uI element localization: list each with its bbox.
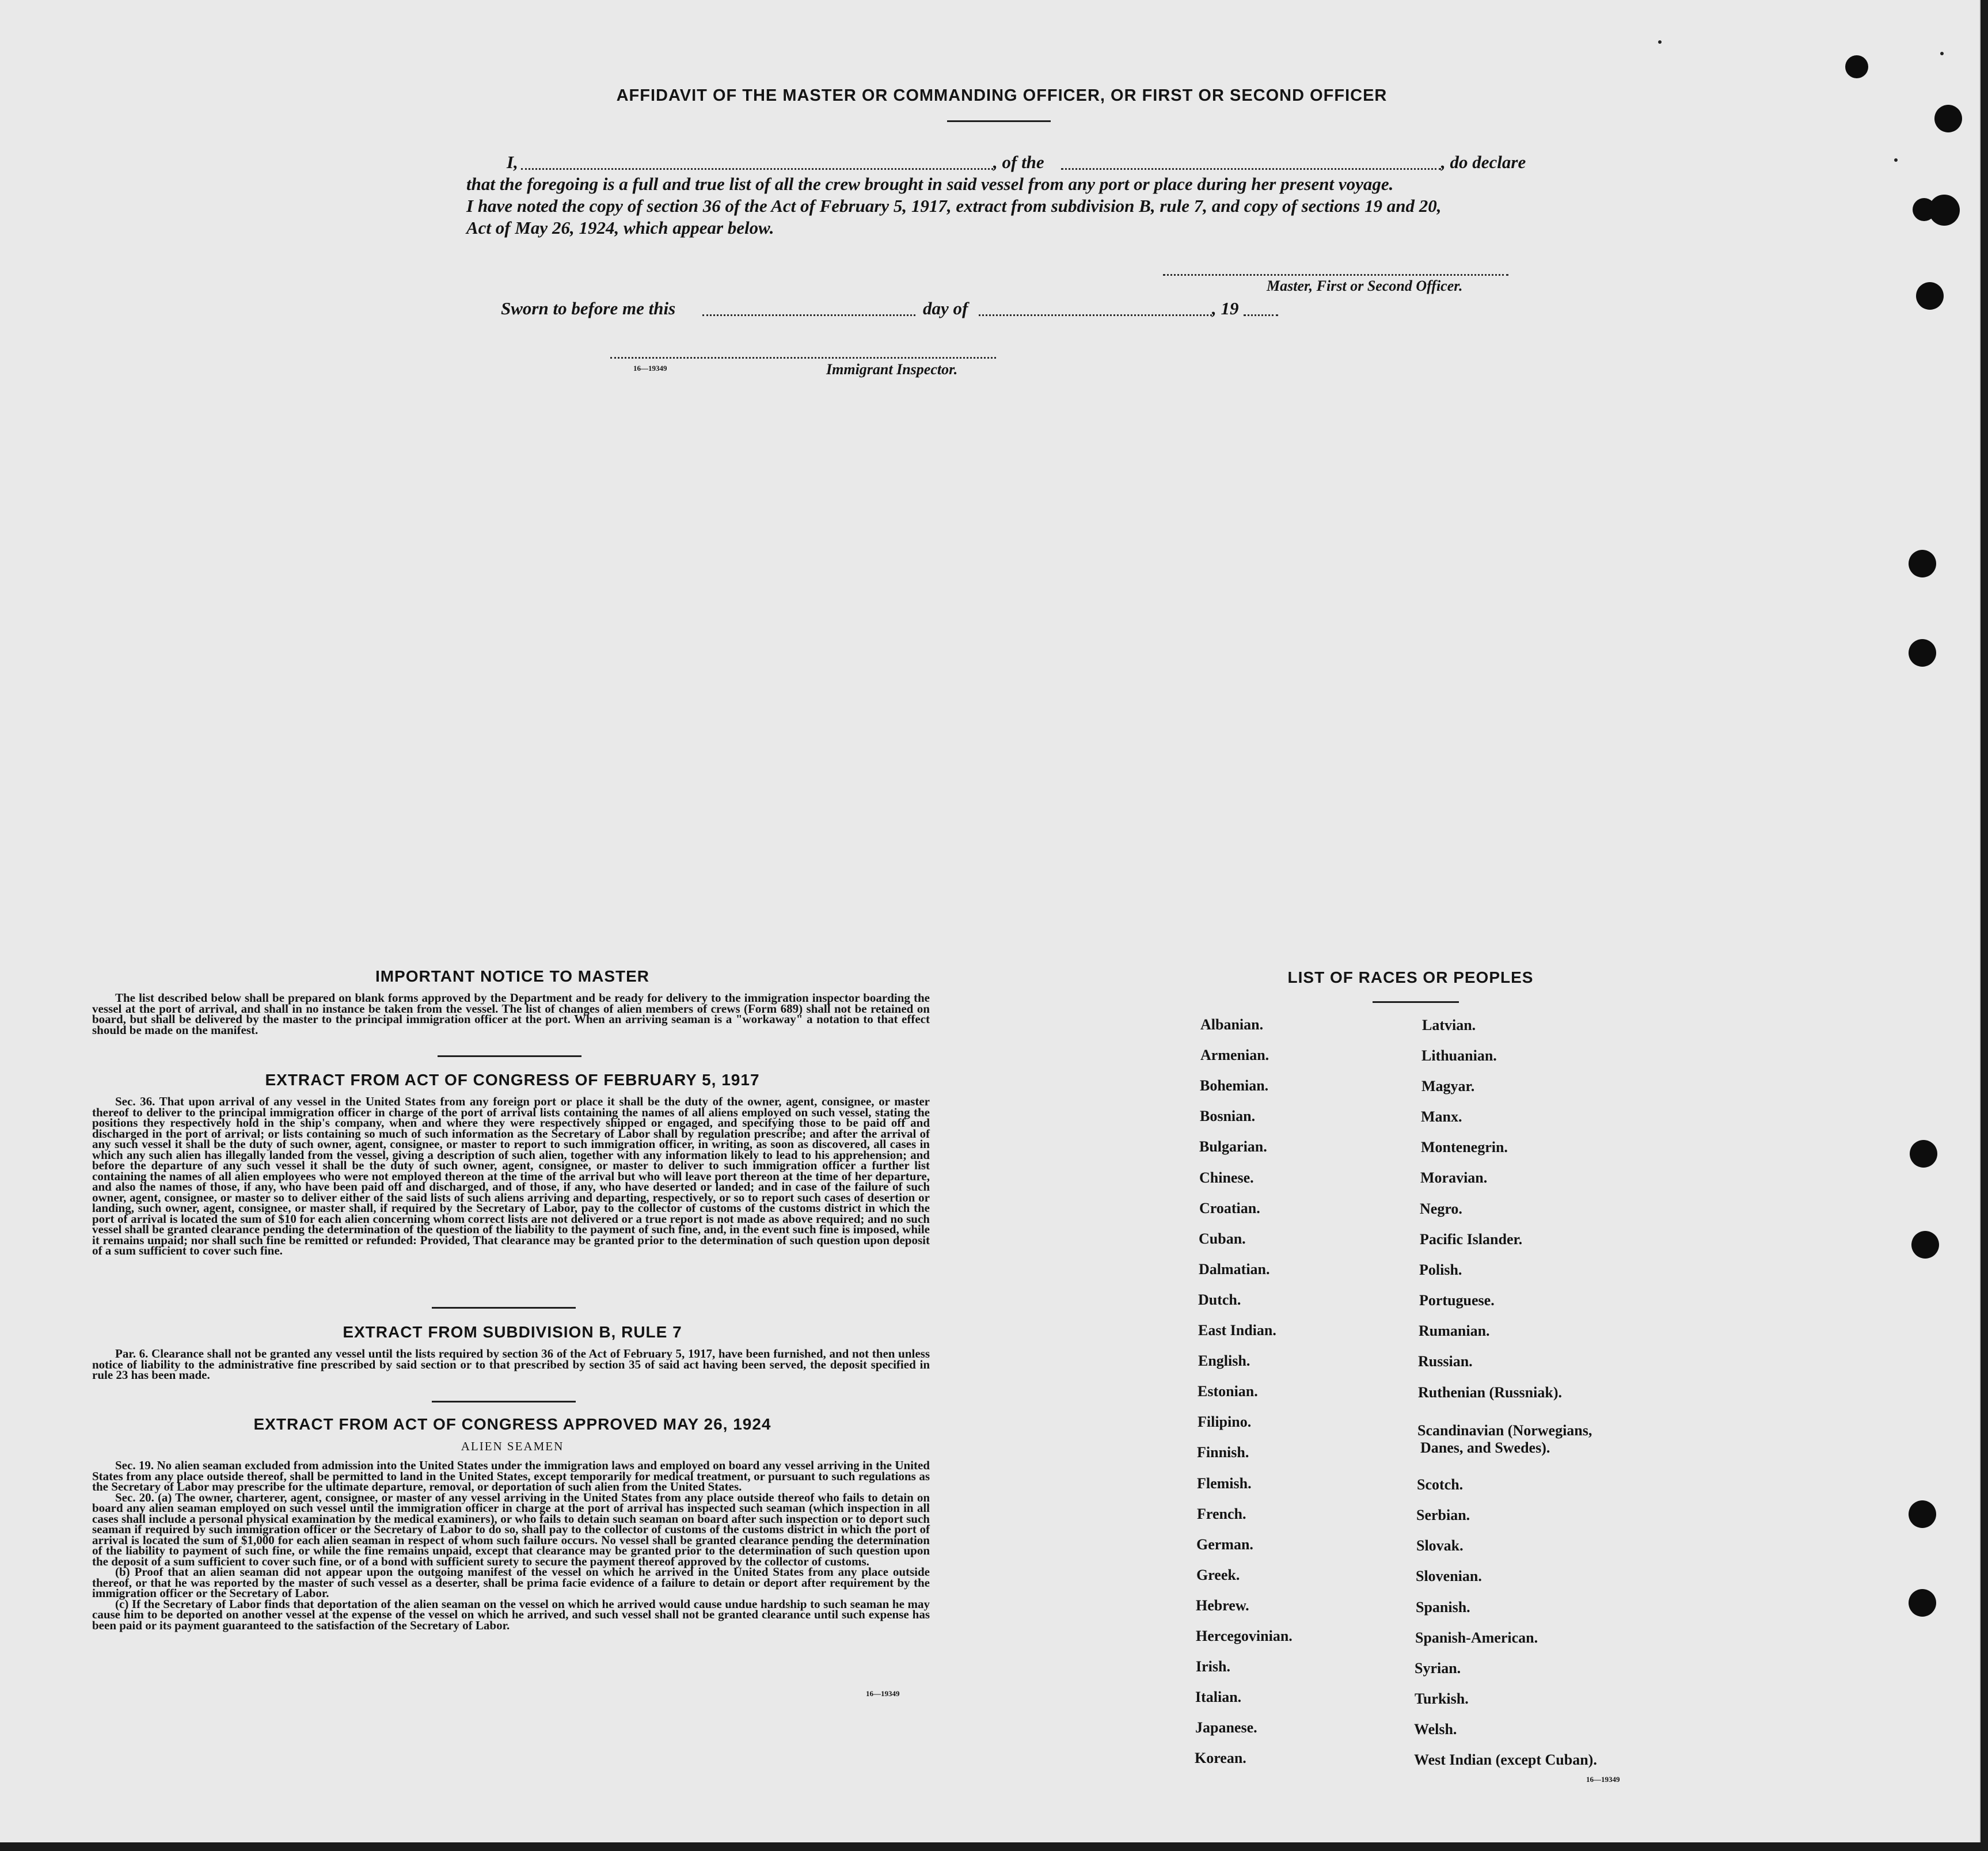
race-item: Greek.	[1196, 1567, 1240, 1583]
affidavit-form-number: 16—19349	[633, 364, 667, 373]
sec-36-paragraph: Sec. 36. That upon arrival of any vessel in the United States from any foreign port or place it shall be the duty of the owner, agent, consignee, or master thereof to deliver to the principal immigration officer in charge of the port of arrival lists containing the names of all aliens employed on such vessel, stating the positions they respectively hold in the ship's company, when and where they were respectively shipped or engaged, and specifying those to be paid off and discharged in the port of arrival; or lists containing so much of such information as the Secretary of Labor shall by regulation prescribe; and after the arrival of any such vessel it shall be the duty of such owner, agent, consignee, or master to report to such immigration officer, in writing, as soon as discovered, all cases in which any such alien has illegally landed from the vessel, giving a description of such alien, together with any information likely to lead to his apprehension; and before the departure of any such vessel it shall be the duty of such owner, agent, consignee, or master to deliver to such immigration officer a further list containing the names of all alien employees who were not employed thereon at the time of the arrival but who will leave port thereon at the time of her departure, and also the names of those, if any, who have been paid off and discharged, and of those, if any, who have deserted or landed; and in case of the failure of such owner, agent, consignee, or master so to deliver either of the said lists of such aliens arriving and departing, respectively, or so to report such cases of desertion or landing, such owner, agent, consignee, or master shall, if required by the Secretary of Labor, pay to the collector of customs of the customs district in which the port of arrival is located the sum of $10 for each alien concerning whom correct lists are not delivered or a true report is not made as above required; and no such vessel shall be granted clearance pending the determination of the question of the liability to the payment of such fine, and, in the event such fine is imposed, while it remains unpaid; nor shall such fine be remitted or refunded: Provided, That clearance may be granted prior to the determination of such question upon deposit of a sum sufficient to cover such fine.	[92, 1094, 930, 1257]
race-item: Latvian.	[1422, 1017, 1476, 1033]
race-item: Filipino.	[1198, 1413, 1252, 1430]
race-item: Dutch.	[1198, 1291, 1241, 1308]
extract-1917-title: EXTRACT FROM ACT OF CONGRESS OF FEBRUARY 5, 1917	[265, 1071, 760, 1089]
extract-1917-rule	[432, 1307, 576, 1309]
race-item: Syrian.	[1415, 1660, 1461, 1677]
race-item: Italian.	[1195, 1689, 1242, 1705]
race-item: Scotch.	[1417, 1476, 1464, 1493]
extract-1924-body	[92, 1460, 930, 1630]
affidavit-line-3: I have noted the copy of section 36 of the Act of February 5, 1917, extract from subdivision B, rule 7, and copy of sections 19 and 20,	[466, 196, 1442, 216]
race-item: Finnish.	[1197, 1444, 1249, 1461]
race-item: Bosnian.	[1200, 1108, 1256, 1124]
race-item: Spanish-American.	[1415, 1629, 1538, 1646]
speck	[1658, 40, 1662, 44]
punch-hole	[1909, 550, 1936, 577]
race-item: West Indian (except Cuban).	[1414, 1751, 1597, 1768]
sec-20a-paragraph: Sec. 20. (a) The owner, charterer, agent, consignee, or master of any vessel arriving in the United States from any place outside thereof who fails to detain on board any alien seaman employed on such vessel until the immigration officer in charge at the port of arrival has inspected such seaman (which inspection in all cases shall include a personal physical examination by the medical examiners), or who fails to detain such seaman on board after such inspection or to deport such seaman if required by such immigration officer or the Secretary of Labor to do so, shall pay to the collector of customs of the customs district in which the port of arrival is located the sum of $1,000 for each alien seaman in respect of whom such failure occurs. No vessel shall be granted clearance pending the determination of the liability to payment of such fine, or while the fine remains unpaid, except that clearance may be granted prior to the determination of such question upon the deposit of a sum sufficient to cover such fine, or of a bond with sufficient surety to secure the payment thereof approved by the collector of customs.	[92, 1490, 930, 1568]
race-item: Montenegrin.	[1421, 1139, 1508, 1156]
race-item: Rumanian.	[1419, 1322, 1490, 1339]
affidavit-line-2: that the foregoing is a full and true list of all the crew brought in said vessel from any port or place during her present voyage.	[466, 174, 1394, 194]
affidavit-i-label: I,	[507, 152, 518, 172]
speck	[1894, 158, 1898, 162]
race-item: Negro.	[1420, 1200, 1462, 1217]
extract-1924-form-number: 16—19349	[866, 1689, 900, 1698]
race-item: Armenian.	[1200, 1047, 1269, 1063]
affidavit-declare-label: , do declare	[1441, 152, 1526, 172]
race-item: Serbian.	[1416, 1507, 1470, 1523]
punch-hole	[1934, 105, 1962, 132]
race-item: Japanese.	[1195, 1719, 1257, 1736]
race-item: Scandinavian (Norwegians,	[1417, 1422, 1592, 1439]
sworn-month-line	[979, 314, 1212, 316]
inspector-label: Immigrant Inspector.	[826, 361, 958, 378]
race-item: German.	[1196, 1536, 1253, 1553]
affidavit-line-4: Act of May 26, 1924, which appear below.	[466, 218, 774, 238]
sworn-day-of: day of	[923, 298, 968, 318]
race-item: Irish.	[1196, 1658, 1230, 1675]
punch-hole	[1916, 282, 1944, 310]
inspector-signature-line	[610, 357, 996, 359]
notice-paragraph: The list described below shall be prepared on blank forms approved by the Department and be ready for delivery to the immigration inspector boarding the vessel at the port of arrival, and shall in no instance be taken from the vessel. The list of changes of alien members of crews (Form 689) shall not be retained on board, but shall be delivered by the master to the principal immigration officer at the port. When an arriving seaman is a "workaway" a notation to that effect should be made on the manifest.	[92, 991, 930, 1037]
sec-20b-paragraph: (b) Proof that an alien seaman did not appear upon the outgoing manifest of the vessel on which he arrived in the United States from any place outside thereof, or that he was reported by the master of such vessel as a deserter, shall be prima facie evidence of a failure to detain or deport after requirement by the immigration officer or the Secretary of Labor.	[92, 1565, 930, 1600]
punch-hole	[1909, 1589, 1936, 1617]
par-6-paragraph: Par. 6. Clearance shall not be granted any vessel until the lists required by section 36 of the Act of February 5, 1917, have been furnished, and not then unless notice of liability to the administrative fine prescribed by said section or to that prescribed by section 35 of said act having been served, the deposit specified in rule 23 has been made.	[92, 1347, 930, 1382]
vessel-line	[1061, 168, 1441, 170]
sworn-prefix: Sworn to before me this	[501, 298, 676, 318]
rule-7-body	[92, 1348, 930, 1381]
punch-hole	[1909, 1500, 1936, 1528]
punch-hole	[1845, 55, 1868, 78]
notice-title: IMPORTANT NOTICE TO MASTER	[375, 967, 650, 985]
rule-7-title: EXTRACT FROM SUBDIVISION B, RULE 7	[343, 1323, 682, 1341]
race-item: East Indian.	[1198, 1322, 1276, 1339]
affidavit-title: AFFIDAVIT OF THE MASTER OR COMMANDING OFFICER, OR FIRST OR SECOND OFFICER	[616, 86, 1388, 105]
notice-rule	[438, 1055, 581, 1057]
race-item: Croatian.	[1199, 1200, 1260, 1217]
race-item: Russian.	[1418, 1353, 1473, 1370]
race-item: Spanish.	[1416, 1599, 1470, 1616]
race-item: French.	[1197, 1506, 1246, 1522]
punch-hole	[1909, 639, 1936, 667]
alien-seamen-subtitle: ALIEN SEAMEN	[461, 1439, 564, 1453]
race-item: Albanian.	[1200, 1016, 1264, 1033]
master-signature-line	[1163, 274, 1508, 276]
race-item: Cuban.	[1199, 1230, 1246, 1247]
extract-1924-title: EXTRACT FROM ACT OF CONGRESS APPROVED MAY 26, 1924	[253, 1415, 771, 1433]
sworn-year-line	[1244, 314, 1278, 316]
name-line	[521, 168, 993, 170]
race-item: Welsh.	[1414, 1721, 1457, 1738]
races-title: LIST OF RACES OR PEOPLES	[1287, 968, 1534, 986]
race-item: Slovenian.	[1416, 1568, 1482, 1584]
races-title-rule	[1373, 1001, 1459, 1003]
rule-7-rule	[432, 1401, 576, 1402]
race-item: Polish.	[1419, 1261, 1462, 1278]
sworn-day-line	[702, 314, 915, 316]
race-item: Lithuanian.	[1421, 1047, 1497, 1064]
affidavit-of-the-label: , of the	[993, 152, 1044, 172]
race-item: Turkish.	[1415, 1690, 1469, 1707]
race-item: Portuguese.	[1419, 1292, 1495, 1309]
punch-hole	[1929, 195, 1960, 226]
sec-19-paragraph: Sec. 19. No alien seaman excluded from admission into the United States under the immigration laws and employed on board any vessel arriving in the United States from any place outside thereof, shall be permitted to land in the United States, except temporarily for medical treatment, or pursuant to such regulations as the Secretary of Labor may prescribe for the ultimate departure, removal, or deportation of such alien from the United States.	[92, 1458, 930, 1493]
race-item: Pacific Islander.	[1420, 1231, 1523, 1248]
race-item: Bulgarian.	[1199, 1138, 1267, 1155]
notice-body	[92, 993, 930, 1035]
race-item: Slovak.	[1416, 1537, 1464, 1554]
master-signature-label: Master, First or Second Officer.	[1267, 278, 1463, 294]
race-item: Bohemian.	[1200, 1077, 1269, 1094]
race-item: Magyar.	[1421, 1078, 1475, 1094]
affidavit-title-rule	[947, 120, 1051, 122]
race-item: Danes, and Swedes).	[1420, 1439, 1550, 1456]
race-item: Korean.	[1195, 1750, 1246, 1766]
race-item: Hercegovinian.	[1196, 1628, 1293, 1644]
extract-1917-body	[92, 1096, 930, 1256]
sec-20c-paragraph: (c) If the Secretary of Labor finds that deportation of the alien seaman on the vessel on which he arrived would cause undue hardship to such seaman he may cause him to be deported on another vessel at the expense of the vessel on which he arrived, and such vessel shall not be granted clearance until such expense has been paid or its payment guaranteed to the satisfaction of the Secretary of Labor.	[92, 1597, 930, 1632]
race-item: Dalmatian.	[1199, 1261, 1270, 1278]
race-item: Flemish.	[1197, 1475, 1252, 1492]
race-item: Hebrew.	[1196, 1597, 1249, 1614]
races-form-number: 16—19349	[1586, 1775, 1620, 1784]
race-item: Moravian.	[1420, 1169, 1488, 1186]
race-item: Estonian.	[1198, 1383, 1258, 1400]
punch-hole	[1910, 1140, 1937, 1168]
punch-hole	[1911, 1231, 1939, 1259]
race-item: Manx.	[1421, 1108, 1462, 1125]
race-item: Ruthenian (Russniak).	[1418, 1384, 1562, 1401]
sworn-year-label: , 19	[1212, 298, 1239, 318]
speck	[1940, 52, 1944, 55]
race-item: English.	[1198, 1352, 1250, 1369]
race-item: Chinese.	[1199, 1169, 1254, 1186]
